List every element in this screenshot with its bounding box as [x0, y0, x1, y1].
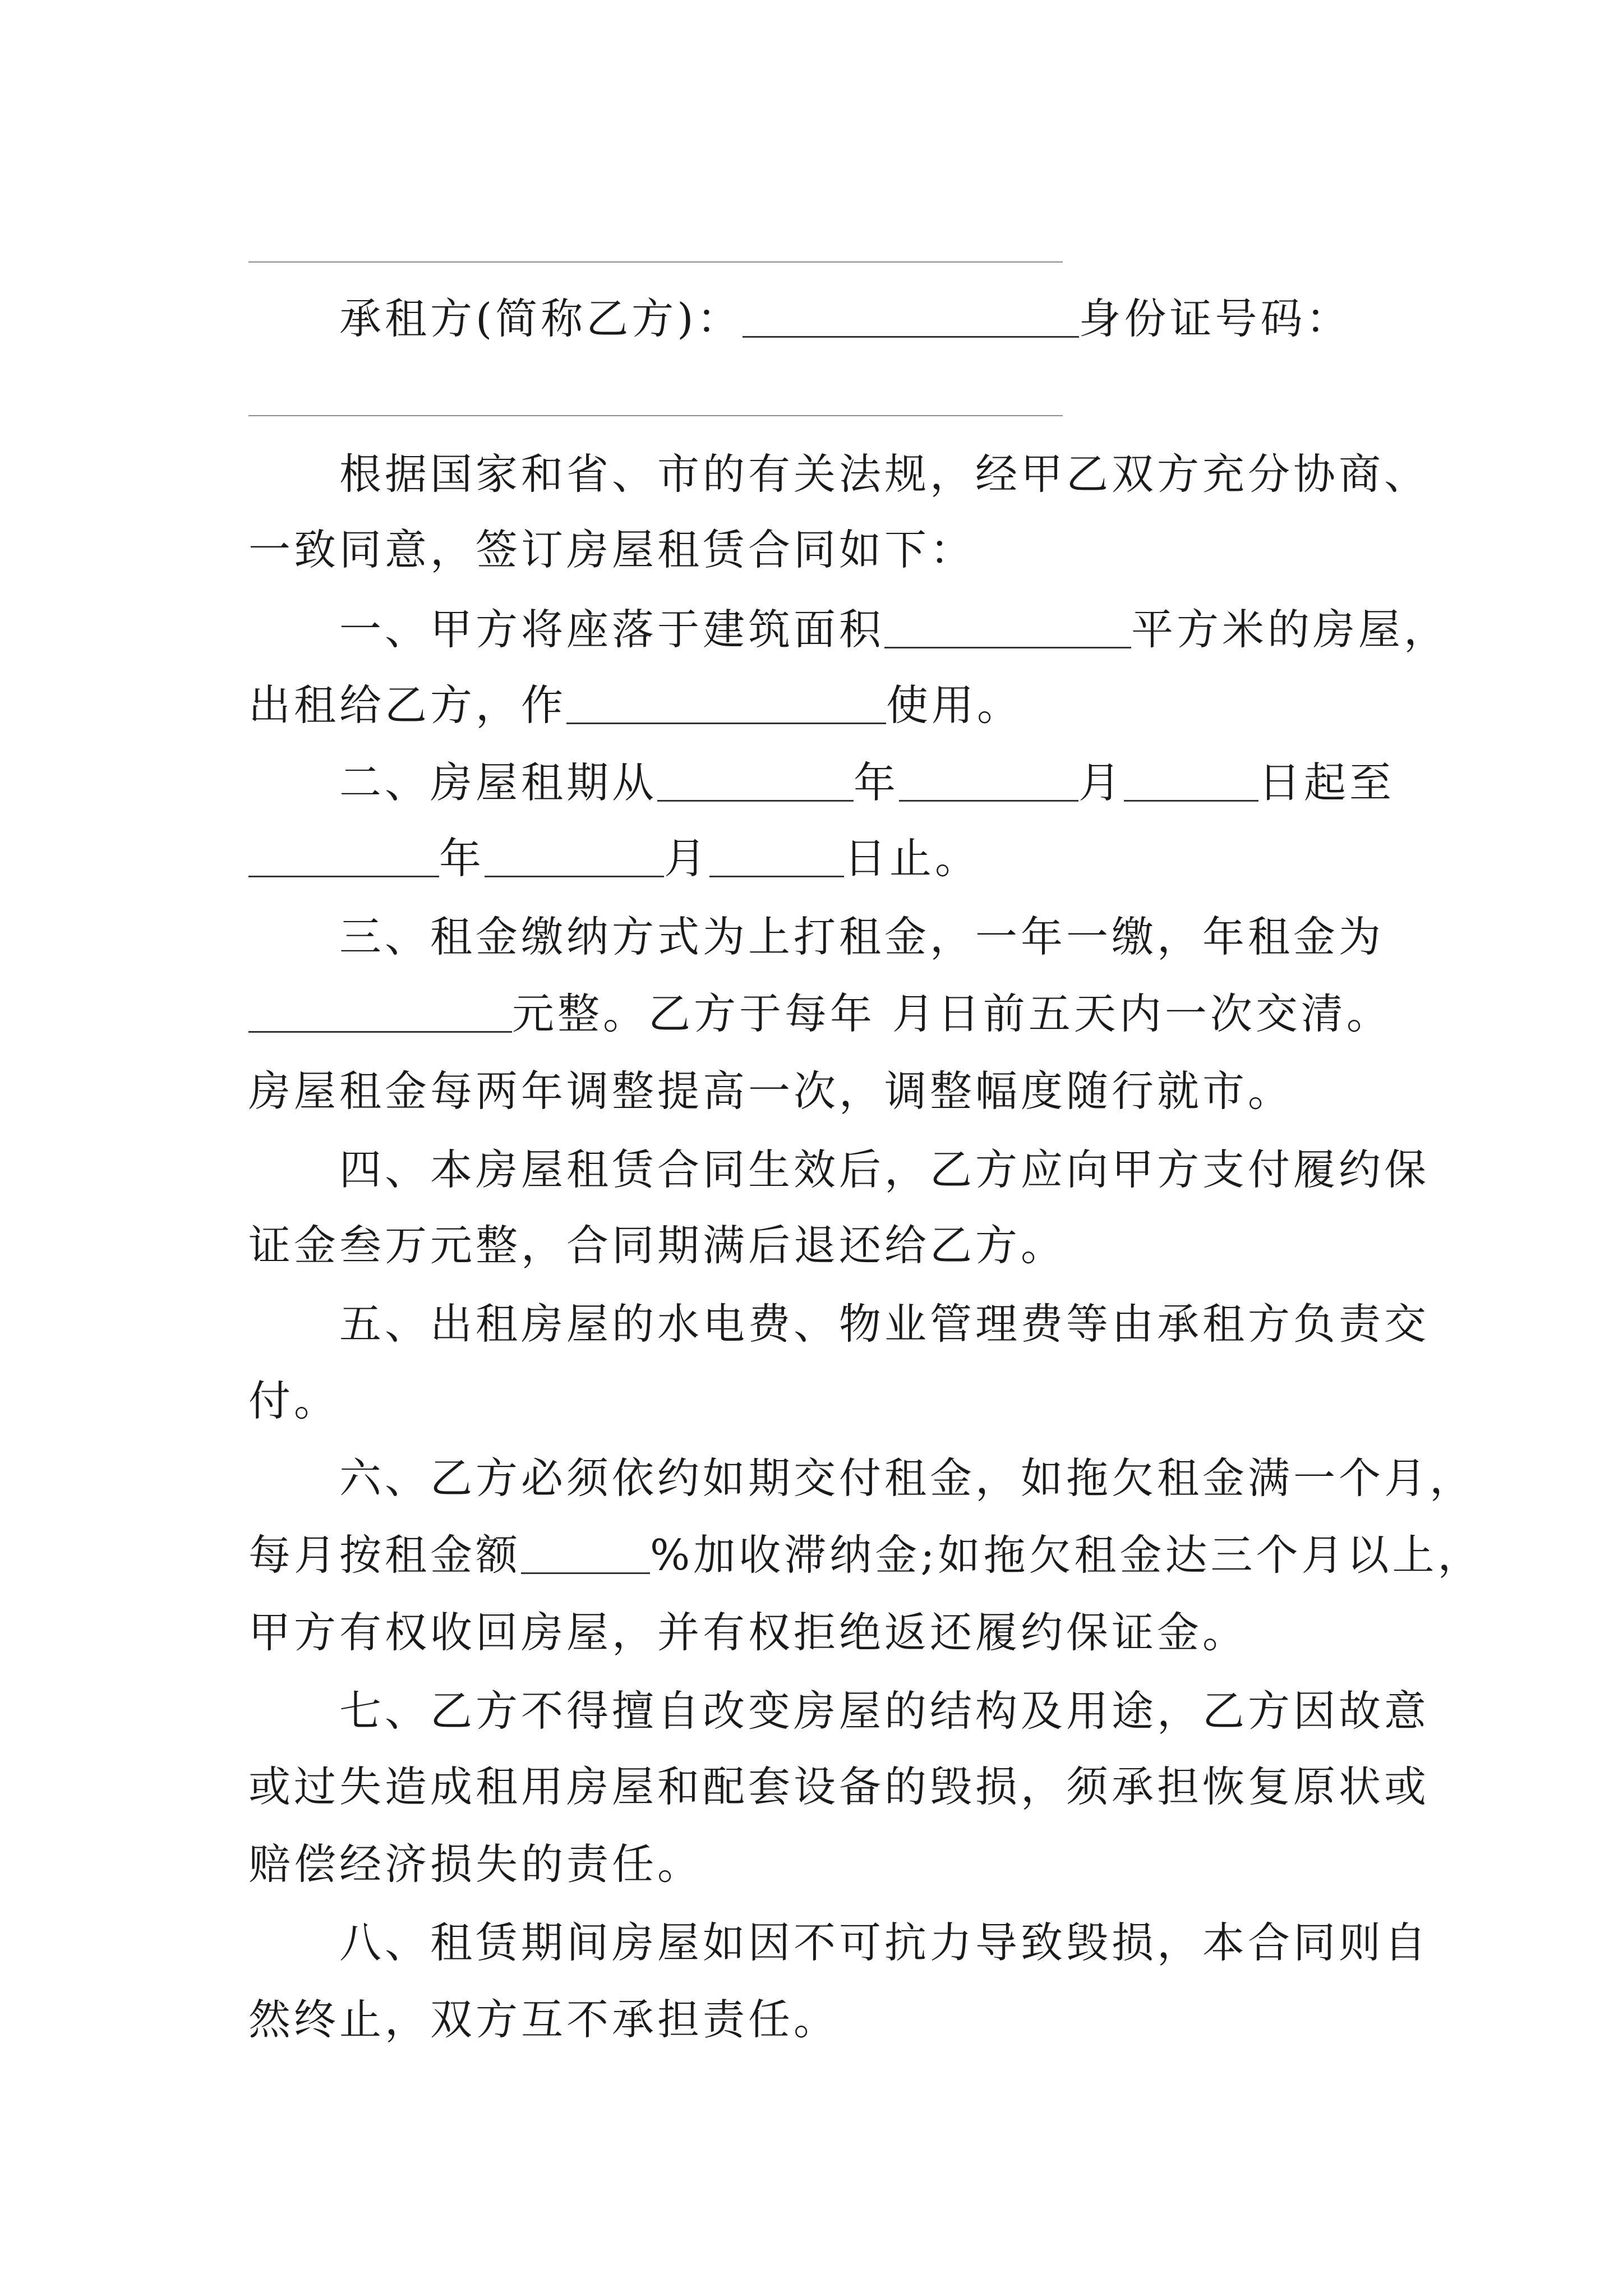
- start-month-blank: [899, 766, 1078, 802]
- clause-4-line-1: 四、本房屋租赁合同生效后，乙方应向甲方支付履约保: [339, 1145, 1430, 1194]
- usage-blank: [566, 689, 886, 724]
- clause-1-line-1: [339, 601, 1449, 657]
- clause-2-line-1: [339, 754, 1395, 811]
- clause-6-text-a: 每月按租金额: [248, 1530, 522, 1580]
- clause-3-line-1: 三、租金缴纳方式为上打租金，一年一缴，年租金为: [339, 912, 1385, 961]
- lessee-line: [339, 291, 1352, 347]
- clause-6-line-1: 六、乙方必须依约如期交付租金，如拖欠租金满一个月，: [339, 1453, 1476, 1503]
- clause-1-text-c: 出租给乙方，作: [248, 680, 567, 730]
- clause-8-line-1: 八、租赁期间房屋如因不可抗力导致毁损，本合同则自: [339, 1918, 1430, 1967]
- clause-2-text-d: 日起至: [1258, 758, 1395, 807]
- late-fee-percent-blank: [521, 1539, 650, 1574]
- start-day-blank: [1124, 766, 1258, 802]
- clause-5-line-1: 五、出租房屋的水电费、物业管理费等由承租方负责交: [339, 1299, 1430, 1349]
- end-day-blank: [709, 842, 844, 877]
- clause-2-line-2: [248, 830, 980, 886]
- clause-4-line-2: 证金叁万元整，合同期满后退还给乙方。: [248, 1221, 1067, 1270]
- end-month-blank: [485, 842, 664, 877]
- area-blank: [884, 613, 1131, 648]
- id-divider: [248, 415, 1063, 416]
- clause-3-line-2: [248, 986, 1392, 1042]
- clause-3-line-3: 房屋租金每两年调整提高一次，调整幅度随行就市。: [248, 1066, 1294, 1116]
- clause-7-line-3: 赔偿经济损失的责任。: [248, 1839, 703, 1889]
- clause-2-end-month-label: 月: [664, 834, 710, 883]
- clause-2-text-a: 二、房屋租期从: [339, 758, 658, 807]
- intro-line-2: 一致同意，签订房屋租赁合同如下：: [248, 525, 976, 574]
- clause-1-text-a: 一、甲方将座落于建筑面积: [339, 605, 885, 654]
- lessee-name-blank: [743, 302, 1079, 338]
- clause-2-end-year-label: 年: [439, 834, 485, 883]
- clause-1-text-d: 使用。: [886, 680, 1023, 730]
- start-year-blank: [657, 766, 854, 802]
- clause-6-text-b: %加收滞纳金;如拖欠租金达三个月以上，: [650, 1530, 1483, 1580]
- end-year-blank: [248, 842, 439, 877]
- clause-1-text-b: 平方米的房屋，: [1131, 605, 1450, 654]
- lessee-label: 承租方(简称乙方)：: [339, 294, 743, 343]
- clause-3-text-2: 元整。乙方于每年 月日前五天内一次交清。: [512, 989, 1392, 1038]
- clause-2-year-label: 年: [854, 758, 900, 807]
- clause-1-line-2: [248, 677, 1022, 733]
- clause-6-line-2: [248, 1527, 1483, 1583]
- top-divider: [248, 261, 1063, 263]
- clause-2-text-g: 日止。: [844, 834, 981, 883]
- rent-amount-blank: [248, 997, 512, 1033]
- id-number-label: 身份证号码：: [1078, 294, 1352, 343]
- clause-7-line-2: 或过失造成租用房屋和配套设备的毁损，须承担恢复原状或: [248, 1762, 1430, 1811]
- clause-8-line-2: 然终止，双方互不承担责任。: [248, 1995, 840, 2044]
- clause-2-month-label: 月: [1078, 758, 1124, 807]
- intro-line-1: 根据国家和省、市的有关法规，经甲乙双方充分协商、: [339, 449, 1430, 499]
- clause-5-line-2: 付。: [248, 1376, 340, 1425]
- clause-7-line-1: 七、乙方不得擅自改变房屋的结构及用途，乙方因故意: [339, 1686, 1430, 1736]
- clause-6-line-3: 甲方有权收回房屋，并有权拒绝返还履约保证金。: [248, 1608, 1248, 1657]
